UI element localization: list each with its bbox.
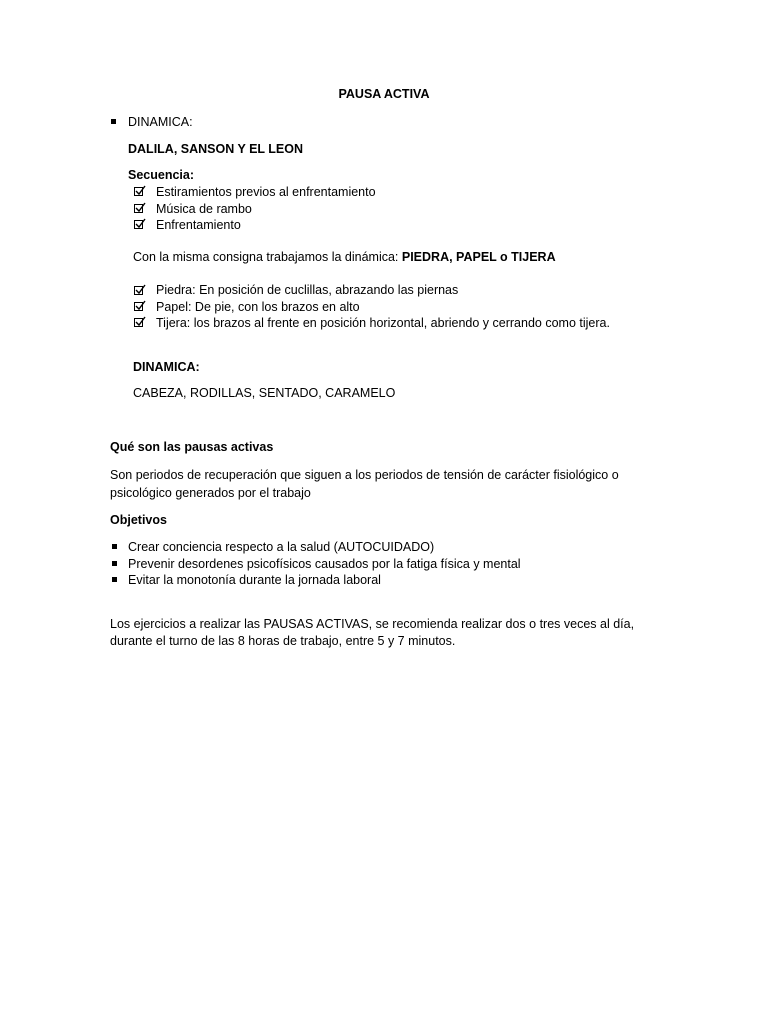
ppt-item: Piedra: En posición de cuclillas, abrazando las piernas — [156, 283, 459, 297]
objetivos-item: Prevenir desordenes psicofísicos causados por la fatiga física y mental — [128, 557, 521, 571]
square-bullet-icon — [111, 119, 116, 124]
square-bullet-icon — [112, 544, 117, 549]
que-son-text-line: psicológico generados por el trabajo — [110, 486, 311, 500]
dinamica2-label: DINAMICA: — [133, 360, 200, 374]
square-bullet-icon — [112, 561, 117, 566]
dinamica2-name: CABEZA, RODILLAS, SENTADO, CARAMELO — [133, 386, 396, 400]
dinamica-bullet-label: DINAMICA: — [128, 115, 193, 129]
checkbox-checked-icon — [134, 204, 143, 213]
consigna-line — [133, 249, 556, 265]
objetivos-item: Crear conciencia respecto a la salud (AUTOCUIDADO) — [128, 540, 435, 554]
objetivos-item: Evitar la monotonía durante la jornada laboral — [128, 573, 381, 587]
secuencia-label: Secuencia: — [128, 168, 195, 182]
checkbox-checked-icon — [134, 302, 143, 311]
que-son-text-line: Son periodos de recuperación que siguen a los periodos de tensión de carácter fisiológico o — [110, 468, 619, 482]
ppt-item: Papel: De pie, con los brazos en alto — [156, 300, 360, 314]
closing-line: Los ejercicios a realizar las PAUSAS ACTIVAS, se recomienda realizar dos o tres veces al día, — [110, 617, 635, 631]
document-title: PAUSA ACTIVA — [338, 87, 430, 101]
checkbox-checked-icon — [134, 286, 143, 295]
ppt-item: Tijera: los brazos al frente en posición horizontal, abriendo y cerrando como tijera. — [156, 316, 610, 330]
consigna-bold: PIEDRA, PAPEL o TIJERA — [401, 250, 556, 264]
square-bullet-icon — [112, 577, 117, 582]
closing-line: durante el turno de las 8 horas de trabajo, entre 5 y 7 minutos. — [110, 634, 456, 648]
secuencia-item: Estiramientos previos al enfrentamiento — [156, 185, 376, 199]
checkbox-checked-icon — [134, 220, 143, 229]
checkbox-checked-icon — [134, 187, 143, 196]
secuencia-item: Enfrentamiento — [156, 218, 241, 232]
consigna-prefix: Con la misma consigna trabajamos la dinámica: — [133, 250, 402, 264]
que-son-heading: Qué son las pausas activas — [110, 440, 274, 454]
checkbox-checked-icon — [134, 318, 143, 327]
secuencia-item: Música de rambo — [156, 202, 252, 216]
dinamica1-name: DALILA, SANSON Y EL LEON — [128, 142, 304, 156]
objetivos-heading: Objetivos — [110, 513, 167, 527]
